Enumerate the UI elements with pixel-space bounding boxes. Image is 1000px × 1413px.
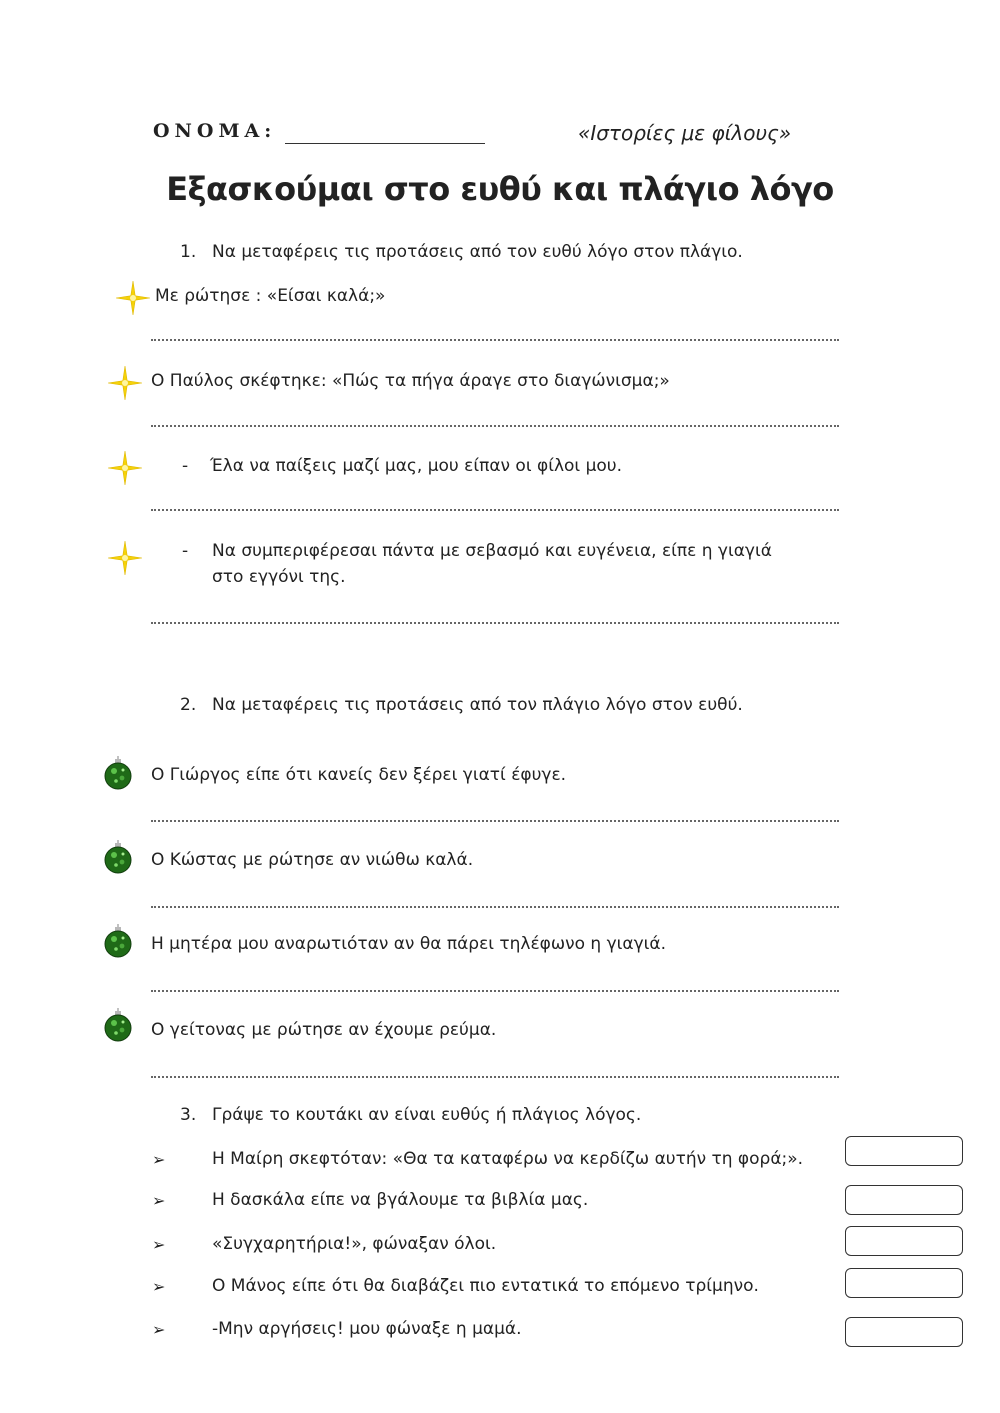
section3-item-2: Η δασκάλα είπε να βγάλουμε τα βιβλία μας. xyxy=(212,1190,589,1210)
answer-line[interactable] xyxy=(151,509,839,511)
ornament-icon xyxy=(104,1008,132,1042)
answer-box[interactable] xyxy=(845,1317,963,1347)
section2-item-1: Ο Γιώργος είπε ότι κανείς δεν ξέρει γιατί έφυγε. xyxy=(151,765,567,785)
section3-number: 3. xyxy=(180,1105,197,1125)
ornament-icon xyxy=(104,840,132,874)
section2-item-4: Ο γείτονας με ρώτησε αν έχουμε ρεύμα. xyxy=(151,1020,497,1040)
dash: - xyxy=(182,456,189,476)
ornament-icon xyxy=(104,924,132,958)
star-icon xyxy=(108,541,142,575)
section3-item-5: -Μην αργήσεις! μου φώναξε η μαμά. xyxy=(212,1319,522,1339)
arrow-bullet-icon: ➢ xyxy=(152,1150,166,1169)
arrow-bullet-icon: ➢ xyxy=(152,1191,166,1210)
answer-line[interactable] xyxy=(151,1076,839,1078)
section3-item-1: Η Μαίρη σκεφτόταν: «Θα τα καταφέρω να κερδίζω αυτήν τη φορά;». xyxy=(212,1149,804,1169)
star-icon xyxy=(108,451,142,485)
answer-box[interactable] xyxy=(845,1268,963,1298)
answer-line[interactable] xyxy=(151,820,839,822)
name-blank-line[interactable] xyxy=(285,143,485,144)
name-label: ΟΝΟΜΑ: xyxy=(153,120,277,142)
section2-item-3: Η μητέρα μου αναρωτιόταν αν θα πάρει τηλέφωνο η γιαγιά. xyxy=(151,934,667,954)
answer-box[interactable] xyxy=(845,1226,963,1256)
answer-line[interactable] xyxy=(151,906,839,908)
section3-instruction: Γράψε το κουτάκι αν είναι ευθύς ή πλάγιος λόγος. xyxy=(212,1105,642,1125)
section2-item-2: Ο Κώστας με ρώτησε αν νιώθω καλά. xyxy=(151,850,474,870)
section3-item-4: Ο Μάνος είπε ότι θα διαβάζει πιο εντατικά το επόμενο τρίμηνο. xyxy=(212,1276,759,1296)
arrow-bullet-icon: ➢ xyxy=(152,1277,166,1296)
dash: - xyxy=(182,541,189,561)
answer-line[interactable] xyxy=(151,339,839,341)
section1-item-3: Έλα να παίξεις μαζί μας, μου είπαν οι φίλοι μου. xyxy=(210,456,623,476)
subtitle: «Ιστορίες με φίλους» xyxy=(578,121,792,145)
arrow-bullet-icon: ➢ xyxy=(152,1235,166,1254)
star-icon xyxy=(116,281,150,315)
section1-item-4: Να συμπεριφέρεσαι πάντα με σεβασμό και ευγένεια, είπε η γιαγιά xyxy=(212,541,772,561)
section2-number: 2. xyxy=(180,695,197,715)
ornament-icon xyxy=(104,756,132,790)
section1-item-2: Ο Παύλος σκέφτηκε: «Πώς τα πήγα άραγε στο διαγώνισμα;» xyxy=(151,371,670,391)
answer-box[interactable] xyxy=(845,1136,963,1166)
section1-instruction: Να μεταφέρεις τις προτάσεις από τον ευθύ λόγο στον πλάγιο. xyxy=(212,242,743,262)
answer-line[interactable] xyxy=(151,622,839,624)
section2-instruction: Να μεταφέρεις τις προτάσεις από τον πλάγιο λόγο στον ευθύ. xyxy=(212,695,743,715)
arrow-bullet-icon: ➢ xyxy=(152,1320,166,1339)
section3-item-3: «Συγχαρητήρια!», φώναξαν όλοι. xyxy=(212,1234,497,1254)
section1-item-4-cont: στο εγγόνι της. xyxy=(212,567,346,587)
section1-number: 1. xyxy=(180,242,197,262)
answer-line[interactable] xyxy=(151,990,839,992)
answer-box[interactable] xyxy=(845,1185,963,1215)
star-icon xyxy=(108,366,142,400)
section1-item-1: Με ρώτησε : «Είσαι καλά;» xyxy=(155,286,386,306)
answer-line[interactable] xyxy=(151,425,839,427)
page-title: Εξασκούμαι στο ευθύ και πλάγιο λόγο xyxy=(166,170,834,208)
